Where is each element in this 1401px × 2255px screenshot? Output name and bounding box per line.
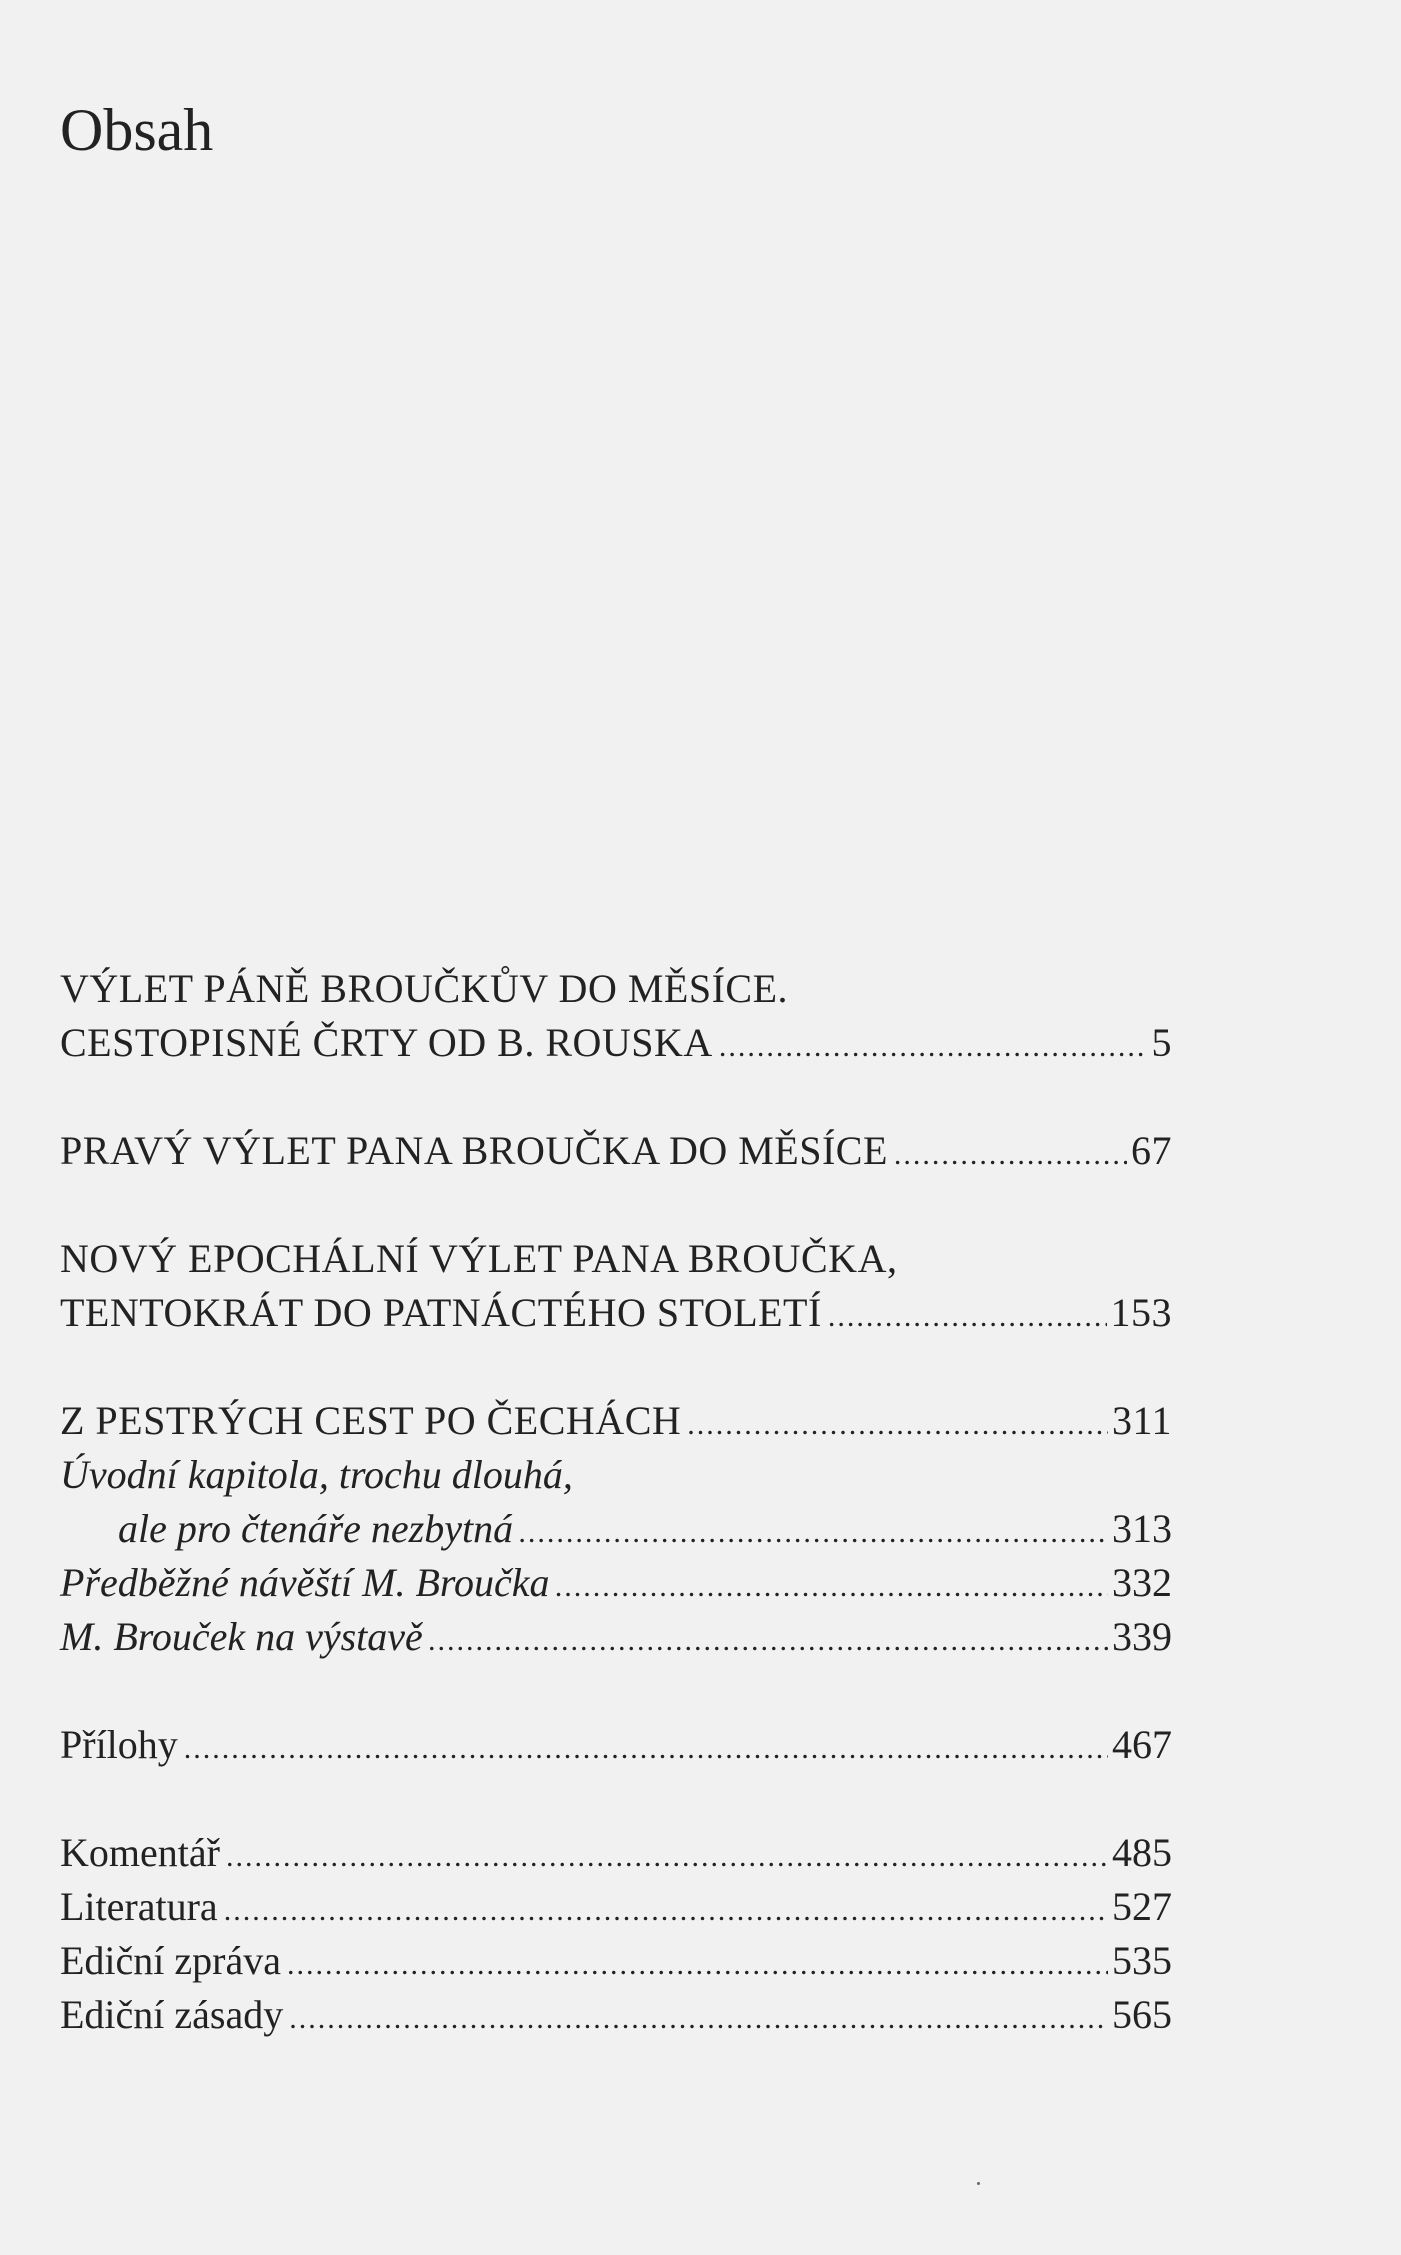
dot-leader [224,1884,1108,1938]
toc-entry-title: NOVÝ EPOCHÁLNÍ VÝLET PANA BROUČKA, [60,1236,898,1281]
toc-entry-line [60,1394,1172,1448]
toc-subentry-line [60,1610,1172,1664]
toc-entry-line [60,1286,1172,1340]
table-of-contents [60,962,1172,2096]
dot-leader [828,1290,1107,1344]
dot-leader [719,1020,1148,1074]
dot-leader [226,1830,1108,1884]
dot-leader [287,1938,1108,1992]
dot-leader [687,1398,1108,1452]
toc-section-pravy-vylet [60,1124,1172,1178]
toc-subentry-title: M. Brouček na výstavě [60,1614,423,1659]
toc-page-number: 565 [1112,1992,1172,2037]
toc-section-vylet-pane-brouckuv [60,962,1172,1070]
toc-entry-title: Ediční zásady [60,1992,284,2037]
dot-leader [555,1560,1108,1614]
toc-entry-title: Ediční zpráva [60,1938,281,1983]
toc-entry-title: Přílohy [60,1722,178,1767]
dot-leader [429,1614,1108,1668]
toc-page-number: 67 [1131,1128,1172,1173]
toc-entry-line [60,1232,1172,1286]
dot-leader [894,1128,1127,1182]
toc-page-number: 485 [1112,1830,1172,1875]
dot-leader [519,1506,1108,1560]
toc-subentry-line [60,1556,1172,1610]
toc-entry-line [60,1988,1172,2042]
toc-entry-line [60,1718,1172,1772]
toc-subentry-title-cont: ale pro čtenáře nezbytná [118,1506,514,1551]
toc-entry-title: Literatura [60,1884,218,1929]
dot-leader [289,1992,1108,2046]
toc-page-number: 527 [1112,1884,1172,1929]
toc-page-number: 535 [1112,1938,1172,1983]
toc-entry-line [60,1124,1172,1178]
toc-section-prilohy [60,1718,1172,1772]
toc-subentry-title: Předběžné návěští M. Broučka [60,1560,550,1605]
dot-leader [184,1722,1108,1776]
toc-entry-line [60,1880,1172,1934]
toc-entry-title-cont: CESTOPISNÉ ČRTY OD B. ROUSKA [60,1020,713,1065]
toc-page-number: 339 [1112,1614,1172,1659]
toc-page-number: 5 [1151,1020,1172,1065]
toc-subentry-title: Úvodní kapitola, trochu dlouhá, [60,1452,573,1497]
toc-entry-line [60,1016,1172,1070]
toc-page-number: 313 [1112,1506,1172,1551]
toc-entry-title: Komentář [60,1830,220,1875]
toc-subentry-line [60,1502,1172,1556]
toc-page-number: 332 [1112,1560,1172,1605]
toc-entry-title: Z PESTRÝCH CEST PO ČECHÁCH [60,1398,682,1443]
toc-section-novy-epochalni-vylet [60,1232,1172,1340]
toc-entry-title-cont: TENTOKRÁT DO PATNÁCTÉHO STOLETÍ [60,1290,822,1335]
toc-entry-title: VÝLET PÁNĚ BROUČKŮV DO MĚSÍCE. [60,966,789,1011]
toc-page-number: 311 [1111,1398,1172,1443]
print-speck [977,2182,980,2185]
toc-page-number: 153 [1110,1290,1172,1335]
toc-entry-title: PRAVÝ VÝLET PANA BROUČKA DO MĚSÍCE [60,1128,888,1173]
toc-section-z-pestrych-cest [60,1394,1172,1664]
toc-page-number: 467 [1112,1722,1172,1767]
page-title: Obsah [60,97,214,163]
toc-subentry-line [60,1448,1172,1502]
toc-entry-line [60,1826,1172,1880]
toc-section-apparatus [60,1826,1172,2042]
toc-entry-line [60,1934,1172,1988]
toc-entry-line [60,962,1172,1016]
